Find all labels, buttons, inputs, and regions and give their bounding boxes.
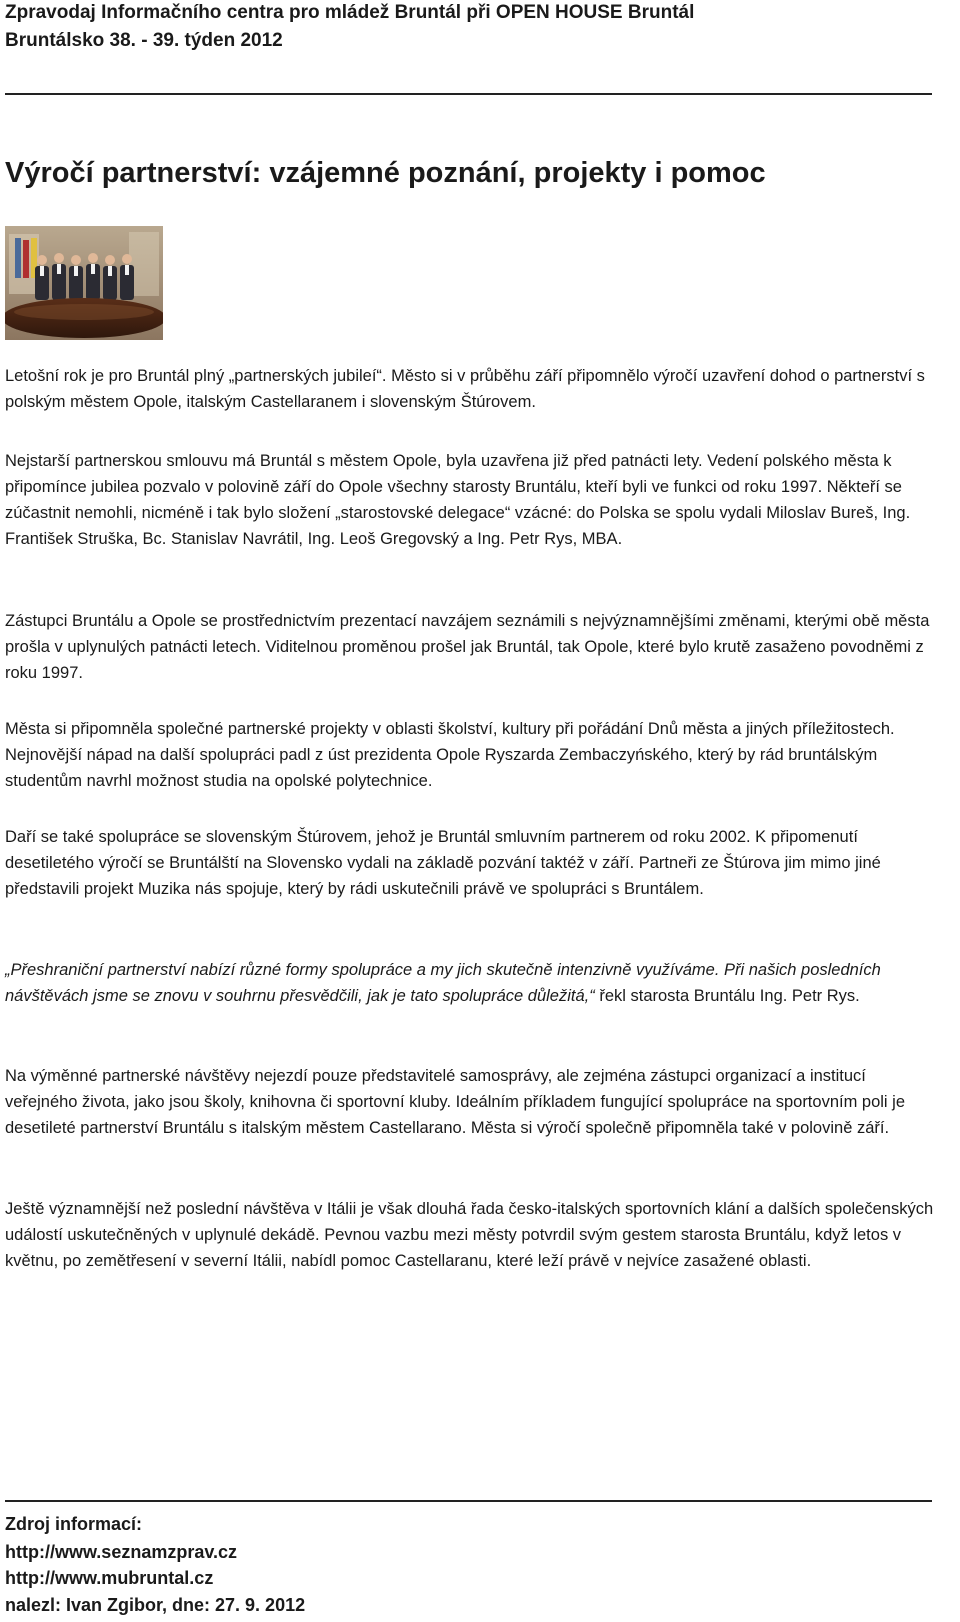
mayor-quote: „Přeshraniční partnerství nabízí různé formy spolupráce a my jich skutečně intenzivně využíváme. Při našich posledních návštěvách jsme se znovu v souhrnu přesvědčili, jak je tato spolupráce důležitá,“ (5, 961, 881, 1005)
source-label: Zdroj informací: (5, 1514, 143, 1534)
article-photo (5, 226, 163, 340)
footer-divider (5, 1500, 932, 1502)
header-divider (5, 93, 932, 95)
quote-attribution: řekl starosta Bruntálu Ing. Petr Rys. (594, 987, 860, 1005)
article-paragraph-presentations: Zástupci Bruntálu a Opole se prostřednictvím prezentací navzájem seznámili s nejvýznamnějšími změnami, kterými obě města prošla v uplynulých patnácti letech. Viditelnou proměnou prošel jak Bruntál, tak Opole, které bylo krutě zasaženo povodněmi z roku 1997. (5, 612, 930, 682)
newsletter-header-issue: Bruntálsko 38. - 39. týden 2012 (5, 30, 283, 51)
article-paragraph-intro: Letošní rok je pro Bruntál plný „partnerských jubileí“. Město si v průběhu září připomnělo výročí uzavření dohod o partnerství s polským městem Opole, italským Castellaranem i slovenským Štúrovem. (5, 367, 925, 411)
article-paragraph-sturovo: Daří se také spolupráce se slovenským Štúrovem, jehož je Bruntál smluvním partnerem od roku 2002. K připomenutí desetiletého výročí se Bruntálští na Slovensko vydali na základě pozvání taktéž v září. Partneři ze Štúrova jim mimo jiné představili projekt Muzika nás spojuje, který by rádi uskutečnili právě ve spolupráci s Bruntálem. (5, 828, 881, 898)
found-by-credit: nalezl: Ivan Zgibor, dne: 27. 9. 2012 (5, 1595, 306, 1615)
article-paragraph-italy: Ještě významnější než poslední návštěva v Itálii je však dlouhá řada česko-italských sportovních klání a dalších společenských událostí uskutečněných v uplynulé dekádě. Pevnou vazbu mezi městy potvrdil svým gestem starosta Bruntálu, když letos v květnu, po zemětřesení v severní Itálii, nabídl pomoc Castellaranu, které leží právě v nejvíce zasažené oblasti. (5, 1200, 934, 1270)
article-title: Výročí partnerství: vzájemné poznání, projekty i pomoc (5, 157, 766, 189)
group-photo-image (5, 226, 163, 340)
article-paragraph-opole: Nejstarší partnerskou smlouvu má Bruntál s městem Opole, byla uzavřena již před patnácti lety. Vedení polského města k připomínce jubilea pozvalo v polovině září do Opole všechny starosty Bruntálu, kteří byli ve funkci od roku 1997. Někteří se zúčastnit nemohli, nicméně i tak bylo složení „starostovské delegace“ vzácné: do Polska se spolu vydali Miloslav Bureš, Ing. František Struška, Bc. Stanislav Navrátil, Ing. Leoš Gregovský a Ing. Petr Rys, MBA. (5, 452, 911, 548)
source-link-mubruntal[interactable]: http://www.mubruntal.cz (5, 1568, 214, 1588)
article-paragraph-projects: Města si připomněla společné partnerské projekty v oblasti školství, kultury při pořádání Dnů města a jiných příležitostech. Nejnovější nápad na další spolupráci padl z úst prezidenta Opole Ryszarda Zembaczyńského, který by rád bruntálským studentům navrhl možnost studia na opolské polytechnice. (5, 720, 895, 790)
article-paragraph-visits: Na výměnné partnerské návštěvy nejezdí pouze představitelé samosprávy, ale zejména zástupci organizací a institucí veřejného života, jako jsou školy, knihovna či sportovní kluby. Ideálním příkladem fungující spolupráce na sportovním poli je desetileté partnerství Bruntálu s italským městem Castellarano. Města si výročí společně připomněla také v polovině září. (5, 1067, 906, 1137)
article-paragraph-quote (5, 957, 935, 1009)
source-link-seznamzprav[interactable]: http://www.seznamzprav.cz (5, 1542, 238, 1562)
newsletter-header-title: Zpravodaj Informačního centra pro mládež Bruntál při OPEN HOUSE Bruntál (5, 2, 695, 23)
